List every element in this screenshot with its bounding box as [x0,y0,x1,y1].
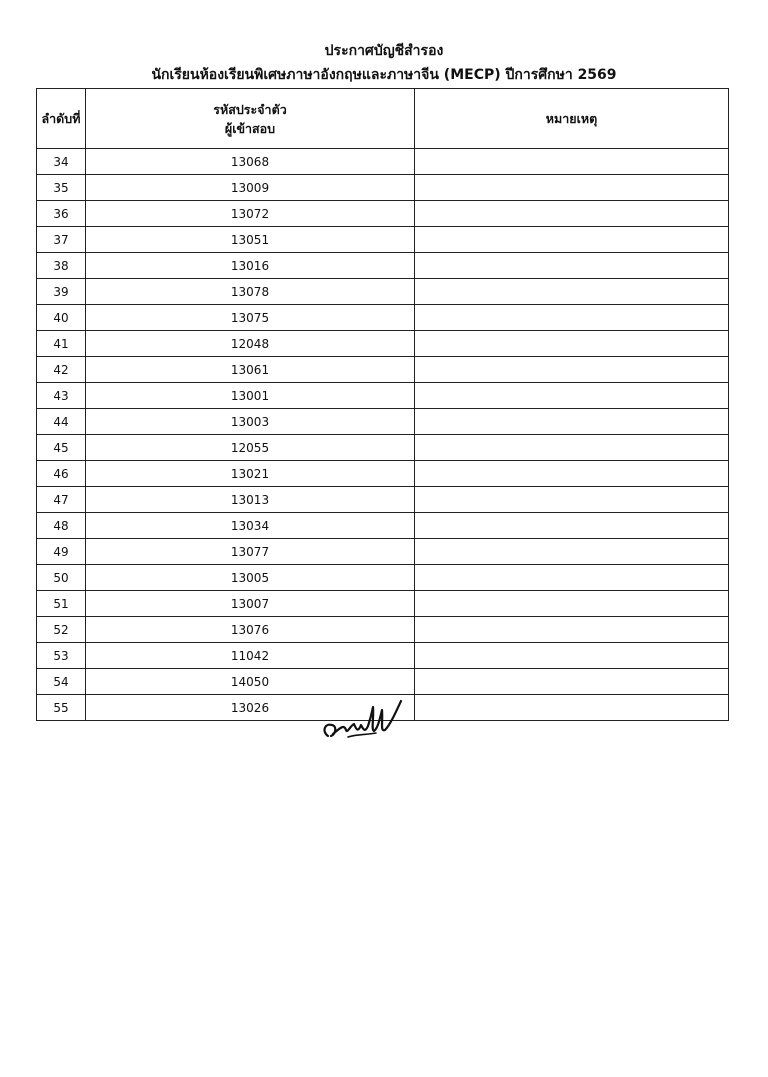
table-row [37,279,729,305]
row-order: 36 [37,201,86,227]
row-order: 50 [37,565,86,591]
row-order: 37 [37,227,86,253]
table-row [37,175,729,201]
table-row [37,149,729,175]
document-title: ประกาศบัญชีสำรอง [324,43,444,59]
row-candidate-id: 13003 [86,409,415,435]
row-candidate-id: 13009 [86,175,415,201]
row-candidate-id: 13076 [86,617,415,643]
table-row [37,201,729,227]
row-candidate-id: 13013 [86,487,415,513]
row-remark [415,591,729,617]
table-row [37,331,729,357]
row-candidate-id: 13061 [86,357,415,383]
row-order: 45 [37,435,86,461]
signature-icon [318,692,404,748]
row-remark [415,487,729,513]
row-order: 49 [37,539,86,565]
table-row [37,669,729,695]
table-row [37,487,729,513]
header-order: ลำดับที่ [37,89,86,149]
row-candidate-id: 13034 [86,513,415,539]
row-candidate-id: 13077 [86,539,415,565]
row-candidate-id: 13016 [86,253,415,279]
table-row [37,591,729,617]
row-candidate-id: 14050 [86,669,415,695]
row-order: 44 [37,409,86,435]
row-remark [415,435,729,461]
row-order: 48 [37,513,86,539]
document-subtitle: นักเรียนห้องเรียนพิเศษภาษาอังกฤษและภาษาจีน (MECP) ปีการศึกษา 2569 [151,67,617,83]
row-remark [415,279,729,305]
row-candidate-id: 13075 [86,305,415,331]
row-candidate-id: 13001 [86,383,415,409]
table-body [37,149,729,721]
row-order: 34 [37,149,86,175]
row-remark [415,643,729,669]
row-remark [415,409,729,435]
row-order: 51 [37,591,86,617]
row-candidate-id: 13068 [86,149,415,175]
row-order: 53 [37,643,86,669]
row-order: 43 [37,383,86,409]
table-row [37,409,729,435]
row-remark [415,253,729,279]
row-candidate-id: 12048 [86,331,415,357]
row-candidate-id: 13005 [86,565,415,591]
row-remark [415,565,729,591]
row-remark [415,175,729,201]
table-row [37,305,729,331]
table-row [37,617,729,643]
row-order: 55 [37,695,86,721]
row-remark [415,461,729,487]
row-candidate-id: 12055 [86,435,415,461]
row-candidate-id: 13078 [86,279,415,305]
row-remark [415,539,729,565]
row-candidate-id: 13051 [86,227,415,253]
table-row [37,643,729,669]
row-remark [415,513,729,539]
row-order: 54 [37,669,86,695]
header-candidate-id [86,89,415,149]
table-row [37,461,729,487]
row-order: 40 [37,305,86,331]
row-candidate-id: 13007 [86,591,415,617]
row-remark [415,669,729,695]
row-order: 38 [37,253,86,279]
row-candidate-id: 13021 [86,461,415,487]
row-order: 47 [37,487,86,513]
row-remark [415,331,729,357]
row-remark [415,227,729,253]
table-row [37,227,729,253]
row-order: 35 [37,175,86,201]
table-row [37,435,729,461]
header-remarks: หมายเหตุ [415,89,729,149]
table-row [37,565,729,591]
row-order: 39 [37,279,86,305]
row-remark [415,383,729,409]
header-candidate-id-line2: ผู้เข้าสอบ [224,120,276,136]
row-remark [415,149,729,175]
row-order: 52 [37,617,86,643]
row-candidate-id: 11042 [86,643,415,669]
row-remark [415,617,729,643]
row-remark [415,201,729,227]
table-row [37,253,729,279]
row-remark [415,305,729,331]
table-header-row [37,89,729,149]
row-candidate-id: 13026 [86,695,415,721]
reserve-list-table [36,88,729,721]
row-remark [415,695,729,721]
row-candidate-id: 13072 [86,201,415,227]
table-row [37,383,729,409]
table-row [37,513,729,539]
header-candidate-id-line1: รหัสประจำตัว [213,101,287,117]
table-row [37,357,729,383]
table-row [37,539,729,565]
row-order: 41 [37,331,86,357]
row-order: 42 [37,357,86,383]
row-remark [415,357,729,383]
row-order: 46 [37,461,86,487]
